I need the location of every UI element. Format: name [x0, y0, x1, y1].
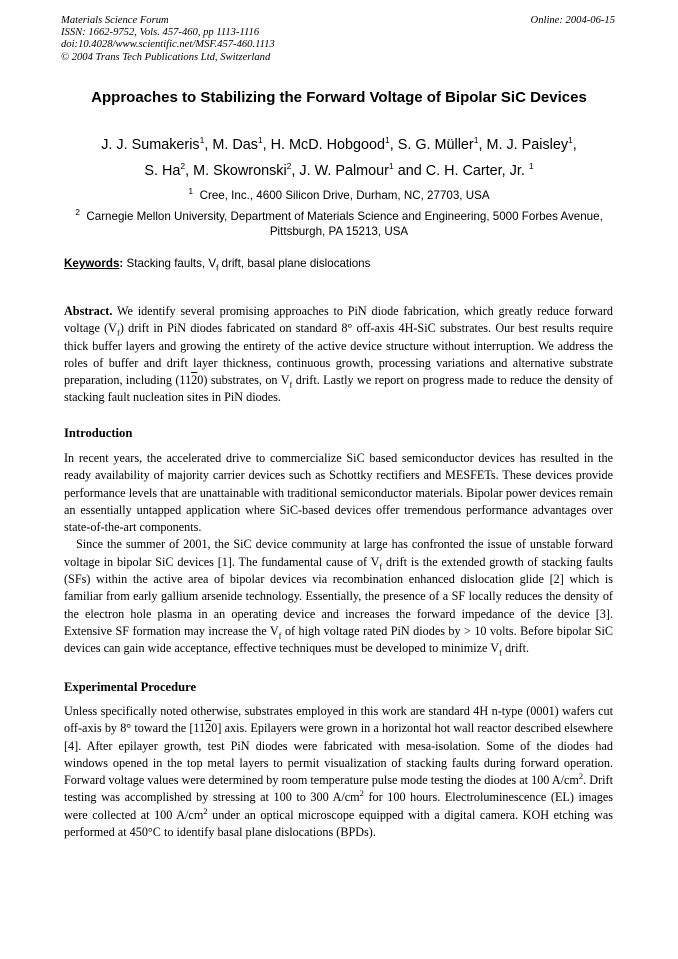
- introduction-heading: Introduction: [64, 426, 133, 440]
- issn-line: ISSN: 1662-9752, Vols. 457-460, pp 1113-1116: [61, 27, 260, 39]
- author-list: J. J. Sumakeris$^1$, M. Das$^1$, H. McD. Hobgood$^1$, S. G. Müller$^1$, M. J. Paisley$^1$, S. Ha$^2$, M. Skowronski$^2$, J. W. Palmour$^1$ and C. H. Carter, Jr. $^1$: [101, 135, 577, 179]
- keywords-label: Keywords: [64, 257, 120, 270]
- intro-paragraph-1: In recent years, the accelerated drive to commercialize SiC based semiconductor devices has resulted in the ready availability of majority carrier devices such as Schottky rectifiers and MESFETs. These devices provide performance levels that are unattainable with traditional semiconductor materials. Bipolar power devices remain an essentially untapped application where SiC-based devices offer tremendous performance advantages over state-of-the-art components.: [64, 451, 613, 535]
- paper-title: Approaches to Stabilizing the Forward Voltage of Bipolar SiC Devices: [91, 89, 587, 106]
- journal-name: Materials Science Forum: [61, 15, 169, 26]
- online-date: Online: 2004-06-15: [530, 15, 615, 26]
- abstract: Abstract. We identify several promising approaches to PiN diode fabrication, which greatly reduce forward voltage $(V_f)$ drift in PiN diodes fabricated on standard 8° off-axis 4H-SiC substrates. Our best results require thick buffer layers and growing the entirety of the active device structure without interruption. We address the roles of buffer and drift layer thickness, continuous growth, processing variations and alternative substrate preparation, including (1120) substrates, on $V_f$ drift. Lastly we report on progress made to reduce the density of stacking fault nucleation sites in PiN diodes.: [64, 304, 613, 405]
- journal-header: [61, 15, 275, 64]
- experimental-paragraph: Unless specifically noted otherwise, substrates employed in this work are standard 4H n-type (0001) wafers cut off-axis by 8° toward the [1120] axis. Epilayers were grown in a horizontal hot wall reactor described elsewhere [4]. After epilayer growth, test PiN diodes were fabricated with mesa-isolation. Some of the diodes had windows opened in the top metal layers to permit visualization of stacking faults during forward operation. Forward voltage values were determined by room temperature pulse mode testing the diodes at 100 $A/cm^2$. Drift testing was accomplished by stressing at 100 to 300 $A/cm^2$ for 100 hours. Electroluminescence (EL) images were collected at 100 $A/cm^2$ under an optical microscope equipped with a digital camera. KOH etching was performed at 450°C to identify basal plane dislocations (BPDs).: [64, 704, 613, 840]
- experimental-body: [64, 703, 613, 841]
- abstract-label: Abstract.: [64, 304, 113, 318]
- keywords: Keywords: Stacking faults, $V_f$ drift, basal plane dislocations: [64, 257, 371, 273]
- affiliation-2: $^2$ Carnegie Mellon University, Department of Materials Science and Engineering, 5000 Forbes Avenue, Pittsburgh, PA 15213, USA: [75, 207, 603, 239]
- intro-paragraph-2: Since the summer of 2001, the SiC device community at large has confronted the issue of unstable forward voltage in bipolar SiC devices [1]. The fundamental cause of $V_f$ drift is the extended growth of stacking faults (SFs) within the active area of bipolar devices via recombination enhanced dislocation glide [2] which is familiar from early gallium arsenide technology. Essentially, the presence of a SF locally reduces the density of the electron hole plasma in an operating device and increases the forward impedance of the device [3]. Extensive SF formation may increase the $V_f$ of high voltage rated PiN diodes by > 10 volts. Before bipolar SiC devices can gain wide acceptance, effective techniques must be developed to minimize $V_f$ drift.: [64, 537, 613, 658]
- introduction-body: [64, 450, 613, 658]
- doi-line: doi:10.4028/www.scientific.net/MSF.457-460.1113: [61, 39, 275, 51]
- copyright-line: © 2004 Trans Tech Publications Ltd, Switzerland: [61, 51, 271, 63]
- experimental-heading: Experimental Procedure: [64, 680, 197, 694]
- affiliation-1: $^1$ Cree, Inc., 4600 Silicon Drive, Durham, NC, 27703, USA: [188, 186, 490, 202]
